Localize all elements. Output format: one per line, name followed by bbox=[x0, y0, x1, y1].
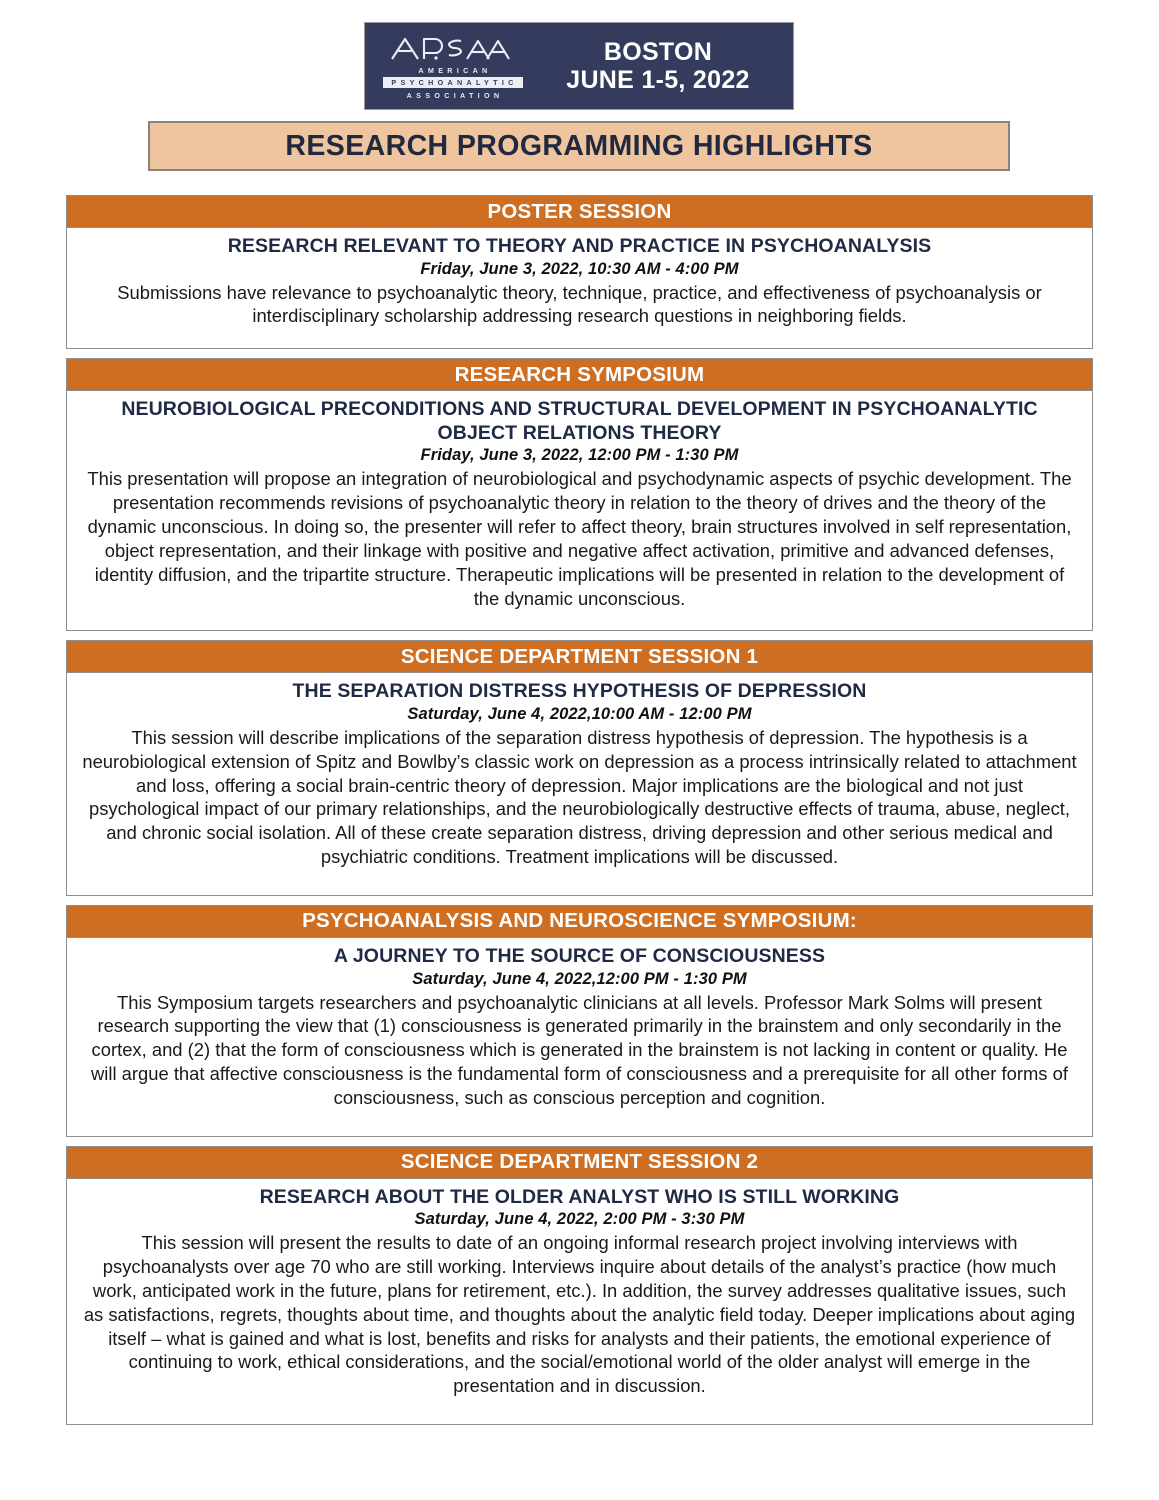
logo-line-american: AMERICAN bbox=[418, 65, 492, 75]
session-section bbox=[66, 905, 1093, 1137]
session-title: RESEARCH RELEVANT TO THEORY AND PRACTICE IN PSYCHOANALYSIS bbox=[227, 235, 932, 257]
session-title: THE SEPARATION DISTRESS HYPOTHESIS OF DEPRESSION bbox=[292, 680, 867, 703]
section-body bbox=[66, 228, 1093, 349]
section-header-label: POSTER SESSION bbox=[487, 199, 672, 223]
apsaa-logo bbox=[365, 33, 533, 100]
session-date: Friday, June 3, 2022, 10:30 AM - 4:00 PM bbox=[420, 259, 739, 278]
session-title: RESEARCH ABOUT THE OLDER ANALYST WHO IS STILL WORKING bbox=[259, 1185, 900, 1208]
section-header-label: RESEARCH SYMPOSIUM bbox=[454, 362, 705, 386]
session-title: NEUROBIOLOGICAL PRECONDITIONS AND STRUCTURAL DEVELOPMENT IN PSYCHOANALYTIC OBJECT RELATIONS THEORY bbox=[121, 398, 1038, 444]
session-title: A JOURNEY TO THE SOURCE OF CONSCIOUSNESS bbox=[333, 944, 826, 967]
page-title-banner bbox=[148, 121, 1010, 171]
section-header-science-department-session-1 bbox=[66, 640, 1093, 673]
session-description: This Symposium targets researchers and psychoanalytic clinicians at all levels. Professor Mark Solms will present research supporting the view that (1) consciousness is generated primarily in the brainstem and only secondarily in the cortex, and (2) that the form of consciousness which is generated in the brainstem is not lacking in content or quality. He will argue that affective consciousness is the fundamental form of consciousness and a prerequisite for all other forms of consciousness, such as conscious perception and cognition. bbox=[91, 991, 1068, 1108]
section-header-psychoanalysis-neuroscience-symposium bbox=[66, 905, 1093, 938]
section-header-science-department-session-2 bbox=[66, 1146, 1093, 1179]
session-date: Saturday, June 4, 2022, 2:00 PM - 3:30 PM bbox=[414, 1210, 745, 1229]
section-body bbox=[66, 673, 1093, 896]
page-title: RESEARCH PROGRAMMING HIGHLIGHTS bbox=[285, 129, 873, 162]
event-city: BOSTON bbox=[603, 37, 713, 66]
section-header-label: SCIENCE DEPARTMENT SESSION 1 bbox=[400, 644, 759, 668]
section-header-poster-session bbox=[66, 195, 1093, 228]
session-date: Saturday, June 4, 2022,12:00 PM - 1:30 PM bbox=[412, 969, 747, 988]
apsaa-wordmark-icon bbox=[389, 33, 517, 63]
section-header-research-symposium bbox=[66, 358, 1093, 391]
event-dates: JUNE 1-5, 2022 bbox=[566, 66, 750, 94]
conference-masthead bbox=[364, 22, 794, 110]
session-date: Friday, June 3, 2022, 12:00 PM - 1:30 PM bbox=[420, 446, 739, 465]
sessions-list bbox=[66, 195, 1093, 1425]
section-body bbox=[66, 391, 1093, 631]
section-body bbox=[66, 938, 1093, 1137]
session-section bbox=[66, 640, 1093, 896]
logo-line-association: ASSOCIATION bbox=[406, 90, 504, 100]
section-body bbox=[66, 1179, 1093, 1425]
session-date: Saturday, June 4, 2022,10:00 AM - 12:00 PM bbox=[407, 705, 752, 723]
session-description: This session will describe implications of the separation distress hypothesis of depression. The hypothesis is a neurobiological extension of Spitz and Bowlby’s classic work on depression as a process intrinsically related to attachment and loss, offering a social brain-centric theory of depression. Major implications are the biological and not just psychological impact of our primary relationships, and the neurobiologically destructive effects of trauma, abuse, neglect, and chronic social isolation. All of these create separation distress, driving depression and other serious medical and psychiatric conditions. Treatment implications will be discussed. bbox=[82, 727, 1077, 868]
session-description: This session will present the results to date of an ongoing informal research project involving interviews with psychoanalysts over age 70 who are still working. Interviews inquire about details of the analyst’s practice (how much work, anticipated work in the future, plans for retirement, etc.). In addition, the survey addresses qualitative issues, such as satisfactions, regrets, thoughts about time, and thoughts about the analytic field today. Deeper implications about aging itself – what is gained and what is lost, benefits and risks for analysts and their patients, the emotional experience of continuing to work, ethical considerations, and the social/emotional world of the older analyst will emerge in the presentation and in discussion. bbox=[83, 1232, 1076, 1397]
section-header-label: PSYCHOANALYSIS AND NEUROSCIENCE SYMPOSIUM: bbox=[302, 909, 857, 933]
logo-line-psychoanalytic: PSYCHOANALYTIC bbox=[383, 77, 522, 88]
session-section bbox=[66, 358, 1093, 631]
section-header-label: SCIENCE DEPARTMENT SESSION 2 bbox=[400, 1150, 759, 1174]
session-section bbox=[66, 195, 1093, 349]
session-section bbox=[66, 1146, 1093, 1425]
session-description: Submissions have relevance to psychoanalytic theory, technique, practice, and effectiveness of psychoanalysis or interdisciplinary scholarship addressing research questions in neighboring fields. bbox=[117, 281, 1042, 327]
event-info bbox=[533, 38, 793, 95]
session-description: This presentation will propose an integration of neurobiological and psychodynamic aspects of psychic development. The presentation recommends revisions of psychoanalytic theory in relation to the theory of drives and the theory of the dynamic unconscious. In doing so, the presenter will refer to affect theory, brain structures involved in self representation, object representation, and their linkage with positive and negative affect activation, primitive and advanced defenses, identity diffusion, and the tripartite structure. Therapeutic implications will be presented in relation to the development of the dynamic unconscious. bbox=[87, 468, 1072, 609]
